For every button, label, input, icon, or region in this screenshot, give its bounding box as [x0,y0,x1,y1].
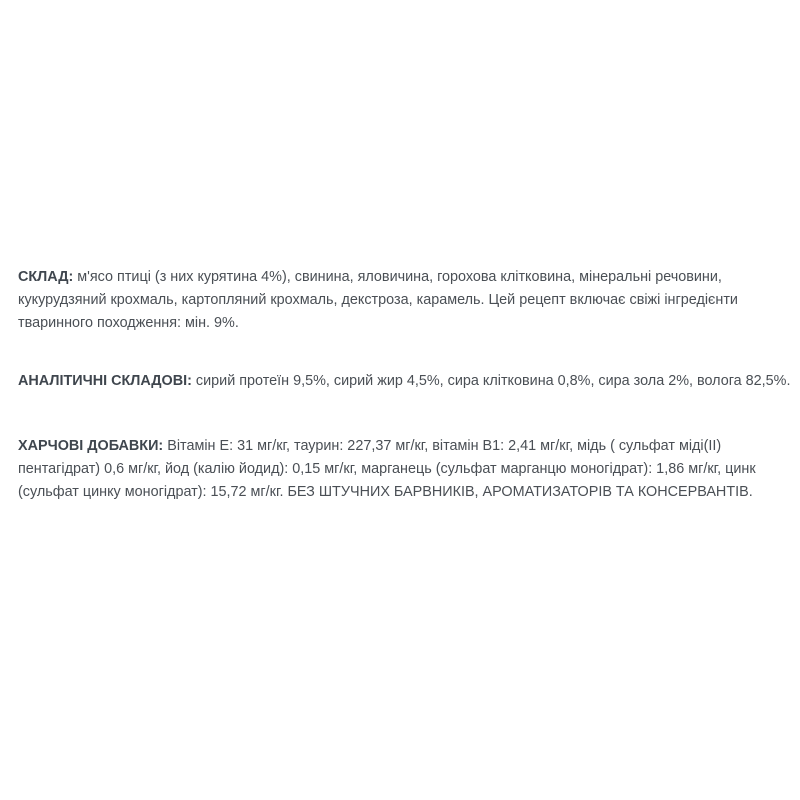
composition-text: м'ясо птиці (з них курятина 4%), свинина, яловичина, горохова клітковина, мінеральні речовини, кукурудзяний крохмаль, картопляний крохмаль, декстроза, карамель. Цей рецепт включає свіжі інгредієнти тваринного походження: мін. 9%. [18,269,738,331]
analytical-label: АНАЛІТИЧНІ СКЛАДОВІ: [18,373,192,389]
additives-label: ХАРЧОВІ ДОБАВКИ: [18,438,164,454]
analytical-text: сирий протеїн 9,5%, сирий жир 4,5%, сира клітковина 0,8%, сира зола 2%, волога 82,5%. [191,373,791,389]
analytical-paragraph [18,370,793,393]
composition-paragraph [18,266,793,335]
additives-paragraph [18,435,793,504]
additives-text: Вітамін Е: 31 мг/кг, таурин: 227,37 мг/кг, вітамін В1: 2,41 мг/кг, мідь ( сульфат міді(ІІ) пентагідрат) 0,6 мг/кг, йод (калію йодид): 0,15 мг/кг, марганець (сульфат марганцю моногідрат): 1,86 мг/кг, цинк (сульфат цинку моногідрат): 15,72 мг/кг. БЕЗ ШТУЧНИХ БАРВНИКІВ, АРОМАТИЗАТОРІВ ТА КОНСЕРВАНТІВ. [18,438,756,500]
composition-label: СКЛАД: [18,269,74,285]
